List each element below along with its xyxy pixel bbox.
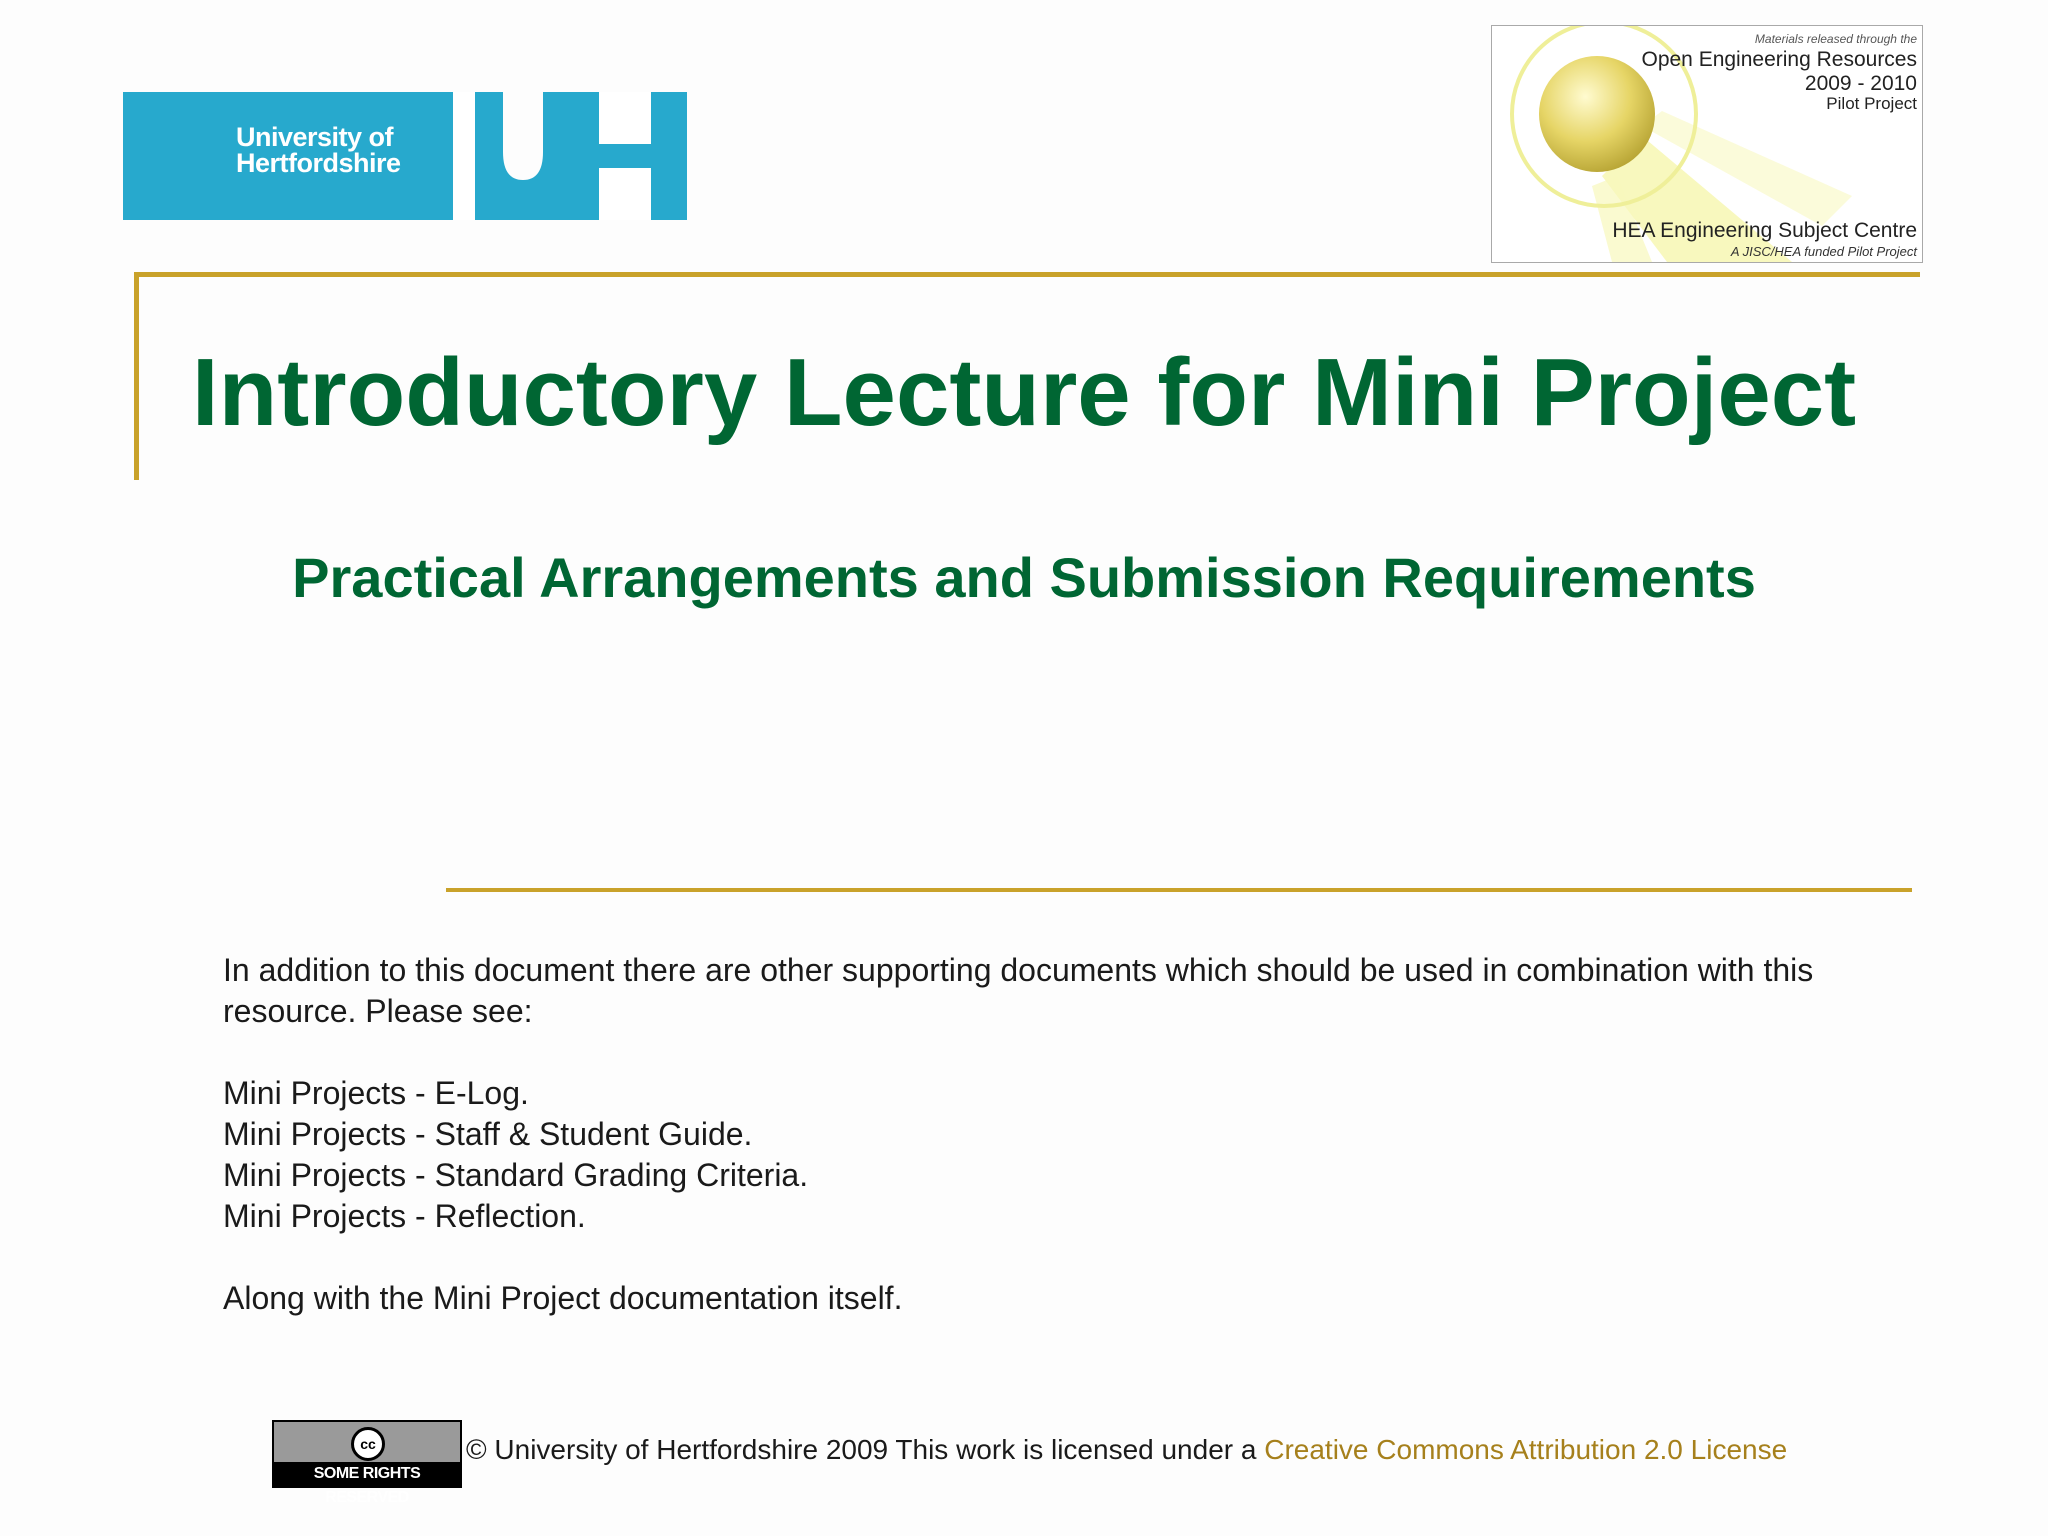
license-link[interactable]: Creative Commons Attribution 2.0 License — [1264, 1434, 1788, 1465]
logo-line-1: University of — [236, 122, 394, 152]
oer-line-6: A JISC/HEA funded Pilot Project — [1730, 244, 1917, 259]
copyright-statement: © University of Hertfordshire 2009 This work is licensed under a — [466, 1434, 1265, 1465]
slide-title: Introductory Lecture for Mini Project — [191, 339, 1857, 446]
logo-band — [123, 92, 453, 220]
cc-badge-label: SOME RIGHTS RESERVED — [274, 1462, 460, 1486]
logo-h-icon — [563, 92, 687, 220]
document-item: Mini Projects - Reflection. — [223, 1198, 586, 1234]
spacer — [223, 1032, 1943, 1073]
oer-line-2: Open Engineering Resources — [1641, 48, 1917, 71]
oer-line-3: 2009 - 2010 — [1804, 72, 1917, 95]
copyright-text — [466, 1434, 1787, 1466]
section-divider — [446, 888, 1912, 892]
document-item: Mini Projects - E-Log. — [223, 1075, 529, 1111]
university-logo — [123, 92, 687, 220]
document-item: Mini Projects - Staff & Student Guide. — [223, 1116, 753, 1152]
closing-paragraph: Along with the Mini Project documentation itself. — [223, 1280, 903, 1316]
intro-paragraph: In addition to this document there are other supporting documents which should be used in combination with this resource. Please see: — [223, 952, 1814, 1029]
slide-subtitle: Practical Arrangements and Submission Requirements — [292, 546, 1756, 609]
oer-line-4: Pilot Project — [1826, 94, 1917, 113]
document-item: Mini Projects - Standard Grading Criteria. — [223, 1157, 809, 1193]
logo-wordmark — [236, 124, 401, 176]
oer-line-5: HEA Engineering Subject Centre — [1612, 219, 1917, 242]
title-rule-top — [134, 272, 1920, 277]
logo-line-2: Hertfordshire — [236, 148, 401, 178]
oer-line-1: Materials released through the — [1754, 32, 1917, 46]
spacer — [223, 1237, 1943, 1278]
cc-icon: cc — [351, 1427, 385, 1461]
body-text — [223, 950, 1943, 1319]
creative-commons-badge[interactable] — [272, 1420, 462, 1506]
oer-badge — [1491, 25, 1923, 263]
